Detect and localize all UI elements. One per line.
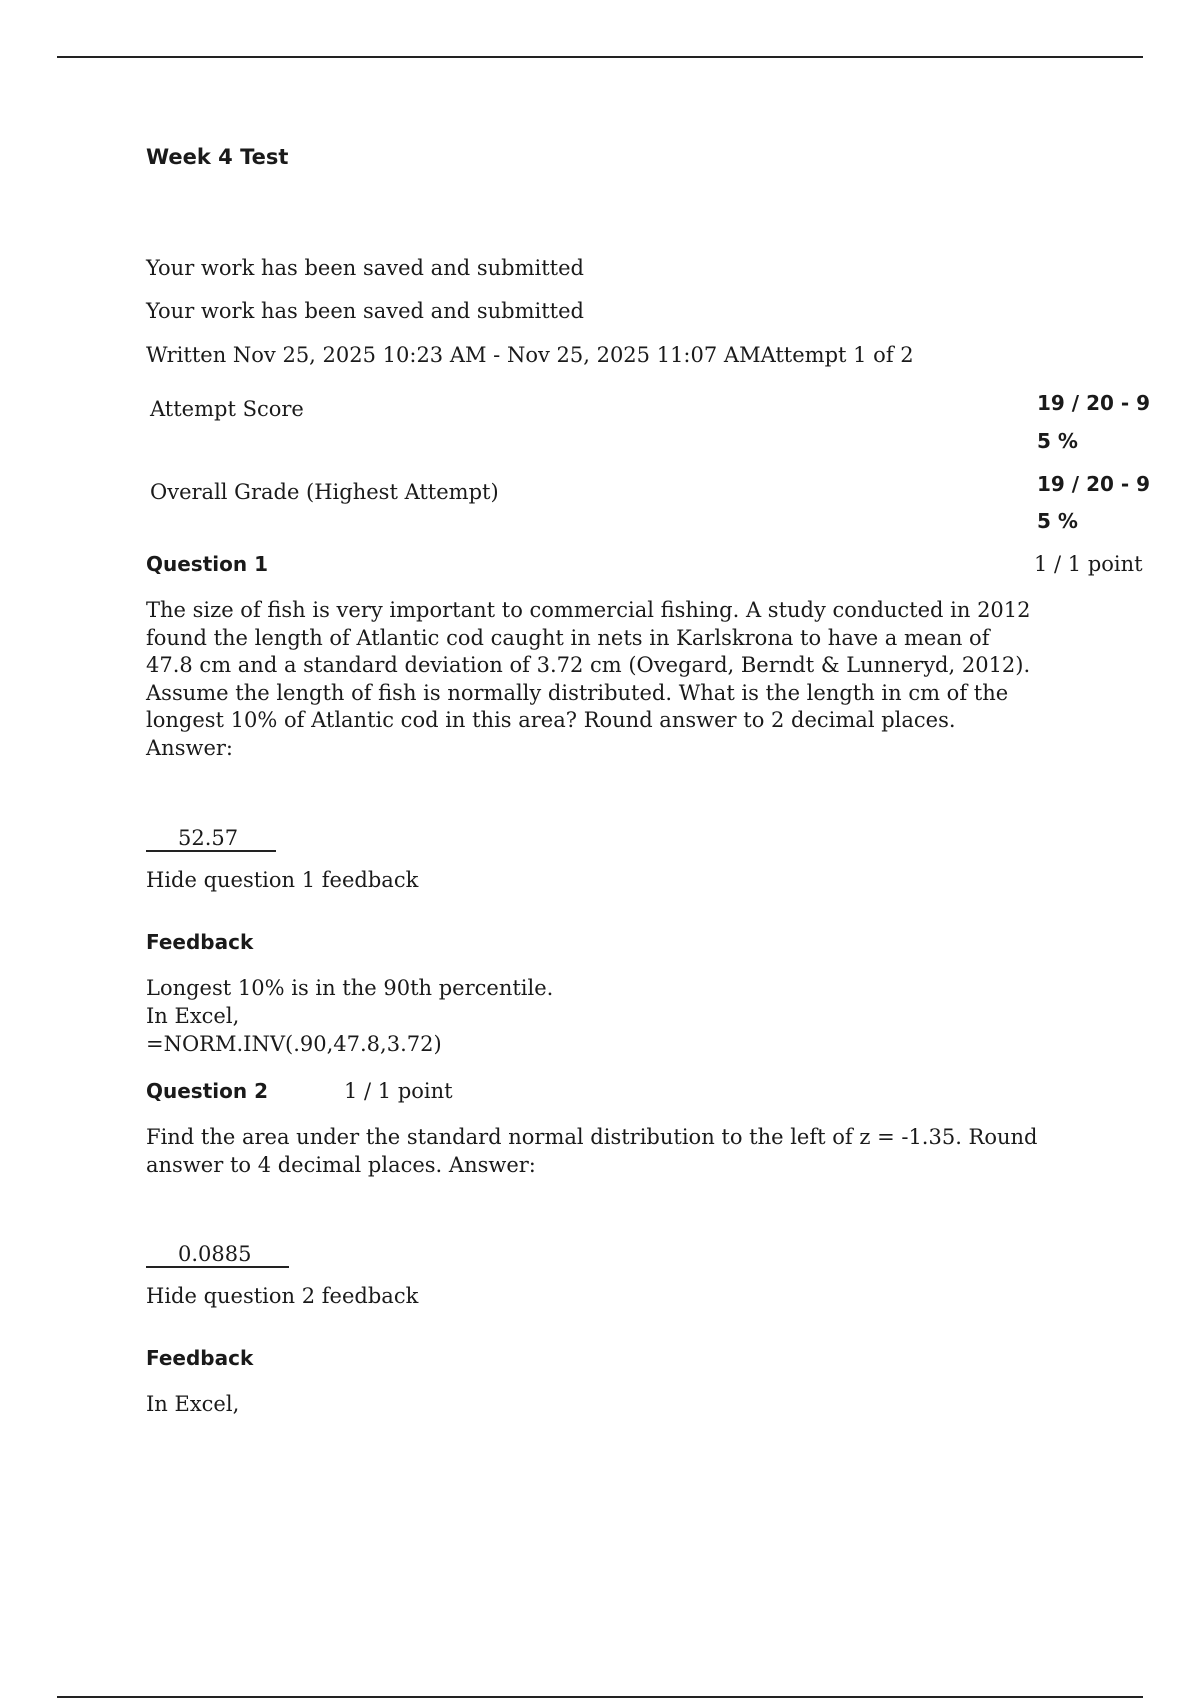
top-divider <box>57 56 1143 58</box>
page-title: Week 4 Test <box>146 145 289 169</box>
question-1-points: 1 / 1 point <box>1034 552 1143 576</box>
attempt-written-info: Written Nov 25, 2025 10:23 AM - Nov 25, 2025 11:07 AMAttempt 1 of 2 <box>146 343 914 367</box>
bottom-divider <box>57 1696 1143 1698</box>
saved-status-message-repeat: Your work has been saved and submitted <box>146 299 584 323</box>
question-1-answer-value: 52.57 <box>178 826 239 850</box>
overall-grade-value: 19 / 20 - 9 5 % <box>1037 472 1151 533</box>
question-1-answer-field[interactable] <box>146 820 276 852</box>
question-1-title: Question 1 <box>146 552 268 576</box>
hide-question-1-feedback-link[interactable]: Hide question 1 feedback <box>146 868 419 892</box>
question-2-text: Find the area under the standard normal distribution to the left of z = -1.35. Round answer to 4 decimal places. Answer: <box>146 1125 1038 1177</box>
saved-status-message: Your work has been saved and submitted <box>146 256 584 280</box>
question-2-answer-field[interactable] <box>146 1236 289 1268</box>
question-2-feedback-heading: Feedback <box>146 1346 254 1370</box>
hide-question-2-feedback-link[interactable]: Hide question 2 feedback <box>146 1284 419 1308</box>
question-2-answer-value: 0.0885 <box>178 1242 252 1266</box>
question-1-feedback-text: Longest 10% is in the 90th percentile. In Excel, =NORM.INV(.90,47.8,3.72) <box>146 976 554 1056</box>
question-1-text: The size of fish is very important to commercial fishing. A study conducted in 2012 found the length of Atlantic cod caught in nets in Karlskrona to have a mean of 47.8 cm and a standard deviation of 3.72 cm (Ovegard, Berndt & Lunneryd, 2012). Assume the length of fish is normally distributed. What is the length in cm of the longest 10% of Atlantic cod in this area? Round answer to 2 decimal places. Answer: <box>146 598 1031 760</box>
attempt-score-label: Attempt Score <box>150 397 304 421</box>
question-1-feedback-heading: Feedback <box>146 930 254 954</box>
overall-grade-label: Overall Grade (Highest Attempt) <box>150 480 499 504</box>
question-2-feedback-text: In Excel, <box>146 1392 240 1416</box>
attempt-score-value: 19 / 20 - 9 5 % <box>1037 391 1151 453</box>
question-2-points: 1 / 1 point <box>344 1079 453 1103</box>
question-2-title: Question 2 <box>146 1079 268 1103</box>
